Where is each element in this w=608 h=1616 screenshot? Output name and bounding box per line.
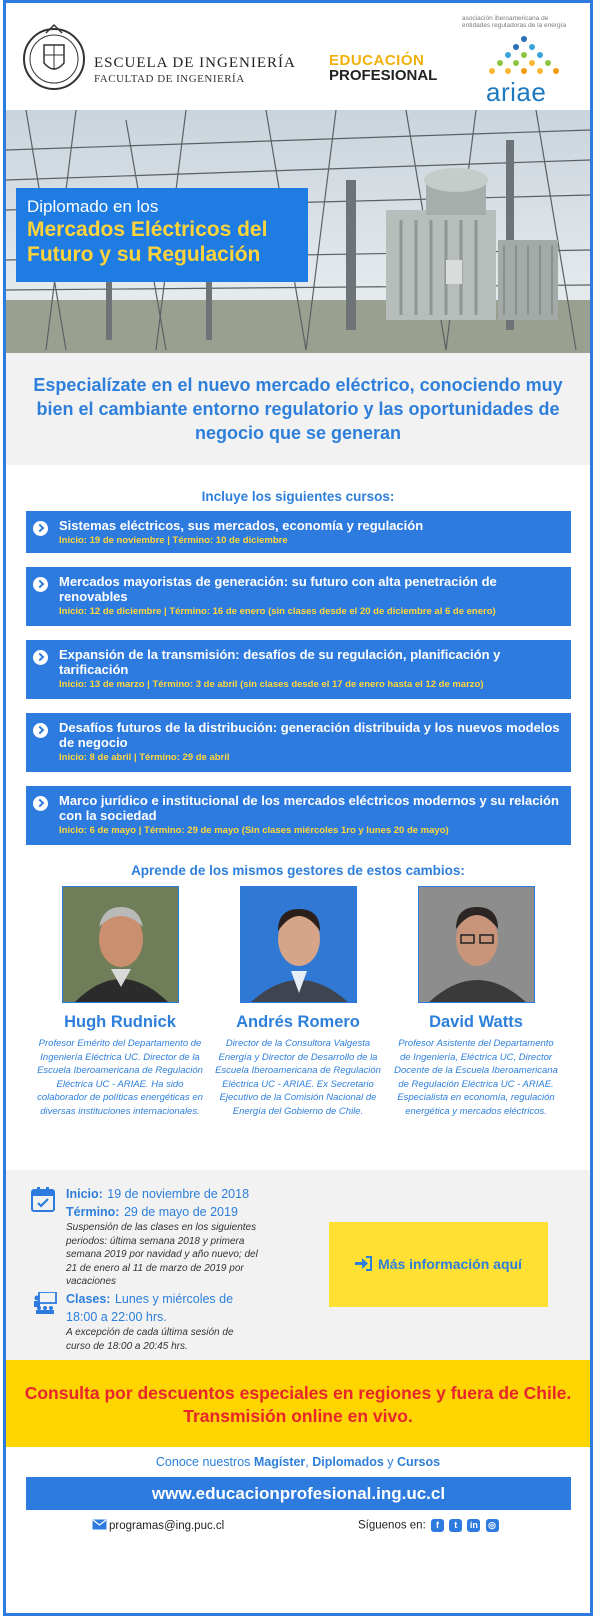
person-photo [418, 886, 535, 1003]
more-info-label: Más información aquí [378, 1256, 522, 1272]
person-photo [62, 886, 179, 1003]
course-dates: Inicio: 19 de noviembre | Término: 10 de diciembre [59, 535, 288, 546]
email-text: programas@ing.puc.cl [109, 1520, 225, 1533]
course-title: Mercados mayoristas de generación: su futuro con alta penetración de renovables [59, 574, 497, 604]
instagram-icon[interactable]: ◎ [486, 1519, 499, 1532]
calendar-icon [31, 1186, 55, 1212]
comma: , [305, 1455, 309, 1469]
course-title: Desafíos futuros de la distribución: generación distribuida y los nuevos modelos de negocio [59, 720, 560, 750]
course-item[interactable] [26, 567, 571, 626]
ariae-dots-icon [486, 35, 562, 80]
person-photo [240, 886, 357, 1003]
hero-line2: Mercados Eléctricos del [27, 218, 268, 241]
website-link[interactable]: www.educacionprofesional.ing.uc.cl [26, 1477, 571, 1510]
chevron-right-icon [33, 650, 48, 665]
know-prefix: Conoce nuestros [155, 1455, 251, 1469]
person-card [213, 886, 383, 1118]
edu-line1: EDUCACIÓN [329, 52, 425, 69]
hero-title-box [16, 188, 308, 282]
header [6, 3, 590, 110]
portrait-icon [419, 887, 535, 1003]
more-info-button[interactable] [329, 1222, 548, 1307]
person-description: Director de la Consultora Valgesta Energía y Director de Desarrollo de la Escuela Iberoamericana de Regulación Eléctrica UC - ARIAE. Ex Secretario Ejecutivo de la Comisión Nacional de Energía del Gobierno de Chile. [215, 1038, 381, 1117]
newsletter-frame [3, 0, 593, 1616]
hero-line3: Futuro y su Regulación [27, 243, 261, 266]
chevron-right-icon [33, 796, 48, 811]
educacion-profesional-logo [329, 53, 437, 83]
university-seal-icon [22, 15, 86, 103]
link-magister[interactable]: Magíster [253, 1455, 306, 1469]
classroom-icon [33, 1292, 57, 1314]
promo-banner: Consulta por descuentos especiales en regiones y fuera de Chile. Transmisión online en vivo. [6, 1360, 590, 1447]
person-card [35, 886, 205, 1118]
twitter-icon[interactable]: t [449, 1519, 462, 1532]
course-dates: Inicio: 8 de abril | Término: 29 de abril [59, 752, 230, 763]
course-title: Expansión de la transmisión: desafíos de su regulación, planificación y tarificación [59, 647, 501, 677]
hero-line1: Diplomado en los [27, 197, 159, 216]
chevron-right-icon [33, 723, 48, 738]
hero-banner [6, 110, 590, 353]
person-name: David Watts [429, 1013, 523, 1031]
end-value: 29 de mayo de 2019 [123, 1205, 238, 1219]
link-diplomados[interactable]: Diplomados [312, 1455, 384, 1469]
facebook-icon[interactable]: f [431, 1519, 444, 1532]
edu-line2: PROFESIONAL [329, 67, 438, 84]
person-description: Profesor Asistente del Departamento de Ingeniería, Eléctrica UC, Director Docente de la Escuela Iberoamericana de Regulación Eléctrica UC - ARIAE. Especialista en economía, regulación energética y mercados eléctricos. [394, 1038, 558, 1117]
course-dates: Inicio: 12 de diciembre | Término: 16 de enero (sin clases desde el 20 de diciembre al 6 de enero) [59, 606, 496, 617]
ariae-tagline: asociación iberoamericana de entidades reguladoras de la energía [462, 15, 567, 29]
courses-title: Incluye los siguientes cursos: [201, 489, 395, 504]
follow-label: Síguenos en: [358, 1519, 426, 1532]
chevron-right-icon [33, 521, 48, 536]
linkedin-icon[interactable]: in [467, 1519, 480, 1532]
school-name: ESCUELA DE INGENIERÍA [94, 55, 296, 71]
and-word: y [387, 1455, 394, 1469]
chevron-right-icon [33, 577, 48, 592]
sign-in-icon [355, 1256, 372, 1274]
start-value: 19 de noviembre de 2018 [107, 1187, 250, 1201]
person-card [391, 886, 561, 1118]
social-links [358, 1519, 499, 1532]
person-name: Hugh Rudnick [64, 1013, 176, 1031]
course-title: Sistemas eléctricos, sus mercados, economía y regulación [59, 518, 424, 533]
link-cursos[interactable]: Cursos [397, 1455, 441, 1469]
start-label: Inicio: [66, 1187, 103, 1201]
footer-programs-line [6, 1455, 590, 1469]
suspension-note: Suspensión de las clases en los siguientes periodos: última semana 2018 y primera semana 2019 por navidad y año nuevo; del 21 de enero al 11 de marzo de 2019 por vacaciones [66, 1222, 258, 1287]
classes-label: Clases: [66, 1292, 111, 1306]
person-name: Andrés Romero [236, 1013, 360, 1031]
course-item[interactable] [26, 786, 571, 845]
ariae-wordmark: ariae [486, 77, 547, 107]
course-item[interactable] [26, 713, 571, 772]
portrait-icon [63, 887, 179, 1003]
schedule-section [6, 1170, 590, 1360]
course-item[interactable] [26, 511, 571, 553]
course-dates: Inicio: 6 de mayo | Término: 29 de mayo (Sin clases miércoles 1ro y lunes 20 de mayo) [59, 825, 449, 836]
school-name-block [94, 55, 296, 85]
classes-value: Lunes y miércoles de 18:00 a 22:00 hrs. [66, 1292, 234, 1324]
end-label: Término: [66, 1205, 120, 1219]
envelope-icon [92, 1519, 107, 1533]
faculty-title: Aprende de los mismos gestores de estos cambios: [131, 863, 465, 878]
faculty-name: FACULTAD DE INGENIERÍA [94, 73, 245, 85]
intro-text: Especialízate en el nuevo mercado eléctrico, conociendo muy bien el cambiante entorno regulatorio y las oportunidades de negocio que se generan [6, 353, 590, 465]
contact-email[interactable] [92, 1519, 224, 1533]
schedule-dates [66, 1185, 266, 1289]
person-description: Profesor Emérito del Departamento de Ingeniería Eléctrica UC. Director de la Escuela Iberoamericana de Regulación Eléctrica UC - ARIAE. Ha sido colaborador de políticas energéticas en diversas instituciones internacionales. [37, 1038, 203, 1117]
schedule-classes [66, 1290, 256, 1353]
portrait-icon [241, 887, 357, 1003]
course-dates: Inicio: 13 de marzo | Término: 3 de abril (sin clases desde el 17 de enero hasta el 12 de marzo) [59, 679, 484, 690]
classes-note: A excepción de cada última sesión de curso de 18:00 a 20:45 hrs. [66, 1327, 234, 1352]
course-title: Marco jurídico e institucional de los mercados eléctricos modernos y su relación con la sociedad [59, 793, 559, 823]
course-item[interactable] [26, 640, 571, 699]
